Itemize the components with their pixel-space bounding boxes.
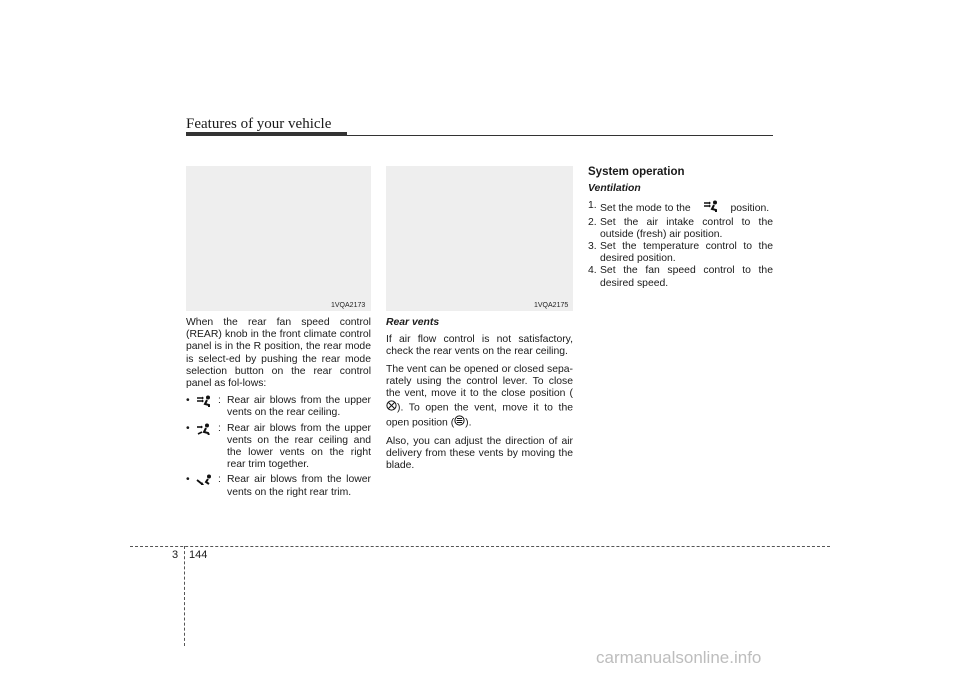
middle-column	[386, 317, 573, 477]
figure-left	[186, 166, 371, 311]
left-column	[186, 317, 371, 502]
list-item: 3. Set the temperature control to the desired position.	[588, 241, 773, 265]
figure-middle-code: 1VQA2175	[534, 302, 569, 309]
rear-vents-heading: Rear vents	[386, 317, 440, 328]
bullet: •	[186, 422, 190, 434]
ventilation-subheading: Ventilation	[588, 183, 641, 195]
bi-level-vent-icon	[196, 423, 218, 472]
face-vent-icon	[703, 200, 719, 216]
rear-vents-para2: The vent can be opened or closed sepa-rately using the control lever. To close the vent, move it to the close position (). To open the vent, move it to the open position ( ).	[386, 363, 573, 429]
rear-vents-para1: If air flow control is not satisfactory, check the rear vents on the rear ceiling.	[386, 334, 573, 358]
watermark: carmanualsonline.info	[596, 648, 762, 667]
list-item: 2. Set the air intake control to the outside (fresh) air position.	[588, 216, 773, 240]
rear-vents-para3: Also, you can adjust the direction of air delivery from these vents by moving the blade.	[386, 435, 573, 472]
bullet: •	[186, 474, 190, 486]
list-item: • : Rear air blows from the lower vents on the right rear trim.	[186, 474, 371, 498]
rear-mode-intro: When the rear fan speed control (REAR) knob in the front climate control panel is in the R position, the rear mode is select-ed by pushing the rear mode selection button on the rear control panel as fol-lows:	[186, 317, 371, 390]
vent-close-icon	[386, 400, 397, 415]
list-item: • : Rear air blows from the upper vents on the rear ceiling.	[186, 395, 371, 419]
list-item: 4. Set the fan speed control to the desired speed.	[588, 265, 773, 289]
bullet: •	[186, 395, 190, 407]
footer-vertical-rule	[184, 546, 185, 646]
floor-vent-icon	[196, 474, 218, 498]
footer-rule	[130, 546, 830, 547]
page-header-title: Features of your vehicle	[186, 116, 332, 132]
face-vent-icon	[196, 395, 218, 419]
header-rule	[186, 135, 773, 136]
bullet-text: Rear air blows from the upper vents on the rear ceiling.	[227, 395, 371, 419]
list-item: 1. Set the mode to the position.	[588, 200, 773, 216]
right-column	[588, 166, 773, 290]
system-operation-title: System operation	[588, 166, 685, 178]
rear-mode-list	[186, 395, 371, 499]
figure-middle	[386, 166, 573, 311]
bullet-text: Rear air blows from the lower vents on the right rear trim.	[227, 474, 371, 498]
figure-left-code: 1VQA2173	[331, 302, 366, 309]
ventilation-steps	[588, 200, 773, 289]
page-number: 144	[189, 549, 208, 561]
bullet-text: Rear air blows from the upper vents on the rear ceiling and the lower vents on the right rear trim together.	[227, 422, 371, 471]
list-item: • : Rear air blows from the upper vents on the rear ceiling and the lower vents on the right rear trim together.	[186, 422, 371, 471]
vent-open-icon	[454, 415, 465, 430]
chapter-number: 3	[172, 549, 179, 561]
